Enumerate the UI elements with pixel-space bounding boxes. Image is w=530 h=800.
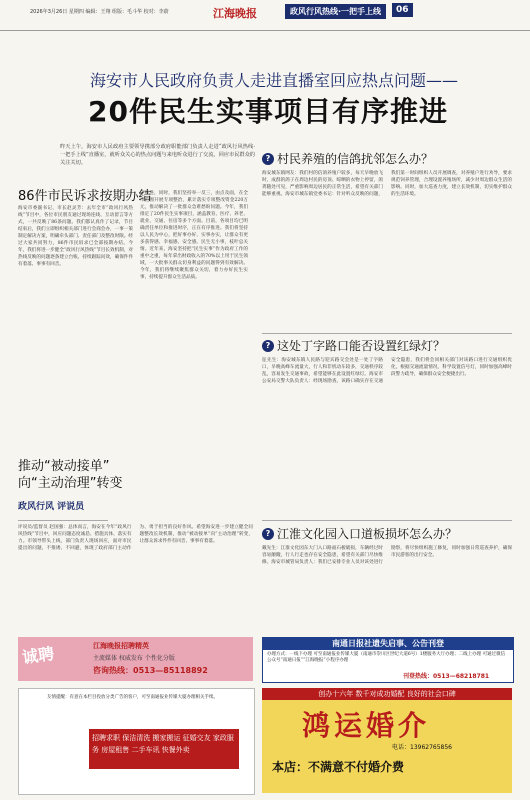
question-2-heading bbox=[262, 337, 445, 354]
left-body: 海安市委副书记、市长赵灵芳：去年全市“政风行风热线”节目中，各位市民朋友通过现场连线、互动留言等方式，一共反映了86条问题。我们都认真作了记录，节目结束后，我们立即组织相关部门进行会商会办，一事一策制定解决方案，明确牵头部门、责任部门及整改时限。经过大家共同努力，86件市民诉求已全部按期办结。今年，我们将进一步健全“政风行风热线”节目长效机制，对热线反映的问题逐条建立台账，持续跟踪问效，确保件件有着落、事事有回音。 bbox=[18, 206, 133, 267]
question-icon: ? bbox=[262, 153, 274, 165]
article-lead: 昨天上午，海安市人民政府主要领导携部分政府职能部门负责人走进“政风行风热线·一把手上线”直播室，就听众关心的热点问题与来电听众进行了交流，回应市民群众的关注关切。 bbox=[60, 144, 255, 166]
ad-notice bbox=[262, 637, 514, 683]
ad-matchmaking-title: 鸿运婚介 bbox=[302, 709, 431, 742]
question-icon: ? bbox=[262, 528, 274, 540]
commentary-body: 评说员/监督员 赵国强：总体而言，海安在今年“政风行风热线”节目中，回应问题态度诚恳、措施具体、落实有力。市领导带头上线，部门负责人现场回应，面对市民提出的问题，不推诿、不回避，体现了政府部门主动作为、勇于担当的良好作风。希望海安进一步建立健全问题整改长效机制，推动“被动接单”向“主动治理”转变，让群众诉求件件有回音、事事有着落。 bbox=[18, 525, 253, 551]
ad-notice-title: 南通日报社遗失启事、公告刊登 bbox=[263, 638, 513, 650]
subhead-2-line1: 推动“被动接单” bbox=[18, 459, 110, 474]
question-3-heading bbox=[262, 525, 457, 542]
question-3-body: 戴先生：江淮文化园东大门入口路面石板破损，车辆经过时容易颠簸，行人行走也存在安全隐患，希望有关部门尽快维修。海安市城管局负责人：我们已安排专业人员对该处进行勘察，将尽快组织施工修复，同时加强日常巡查养护，确保市民游客的出行安全。 bbox=[262, 546, 512, 565]
newspaper-logo: 江海晚报 bbox=[213, 7, 257, 20]
divider bbox=[262, 333, 512, 334]
page-header bbox=[0, 0, 530, 31]
ad-matchmaking-slogan: 创办十六年 数千对成功婚配 良好的社会口碑 bbox=[262, 688, 512, 700]
ad-recruit-logo: 诚聘 bbox=[20, 643, 56, 668]
divider bbox=[262, 520, 512, 521]
article-kicker: 海安市人民政府负责人走进直播室回应热点问题—— bbox=[90, 71, 459, 90]
article-title: 20件民生实事项目有序推进 bbox=[88, 95, 448, 128]
question-icon: ? bbox=[262, 340, 274, 352]
ad-notice-phone: 刊登热线：0513—68218781 bbox=[403, 673, 490, 680]
ad-classified-text: 友情提醒：有意在本栏目投放分类广告的客户，可至南通报业传媒大厦办理相关手续。 bbox=[47, 695, 218, 700]
section-title: 政风行风热线·一把手上线 bbox=[285, 4, 386, 19]
ad-matchmaking bbox=[262, 688, 512, 793]
ad-matchmaking-foot: 本店：不满意不付婚介费 bbox=[272, 760, 405, 774]
question-3-title: 江淮文化园入口道板损坏怎么办？ bbox=[277, 527, 458, 541]
ad-matchmaking-tel: 电话：13962765856 bbox=[392, 744, 452, 751]
subhead-2-line2: 向“主动治理”转变 bbox=[18, 476, 123, 491]
ad-recruit bbox=[18, 637, 253, 681]
ad-recruit-phone: 咨询热线：0513—85118892 bbox=[93, 666, 208, 675]
left-subhead: 86件市民诉求按期办结 bbox=[18, 189, 152, 204]
ad-recruit-brand: 江海晚报招聘精英 bbox=[93, 642, 149, 650]
question-2-body: 征先生：海安城东镇人民路与迎宾路交会处是一处丁字路口，早晚高峰车流量大，行人和非机动车较多，交通秩序较乱，容易发生交通事故，希望能够在此设置红绿灯。海安市公安局交警大队负责人：经现场勘查，该路口确实存在交通安全隐患，我们将会同相关部门对该路口进行交通组织优化，根据交通流量情况，科学设置信号灯，同时加强高峰时段警力疏导，确保群众安全便捷出行。 bbox=[262, 358, 512, 384]
page-number: 06 bbox=[392, 3, 413, 17]
ad-recruit-title: 主流媒体 权威发布 个性化分版 bbox=[93, 655, 175, 662]
date-line: 2026年3月26日 星期四 编辑：王翔 组版：毛斗华 校对：李蔚 bbox=[30, 9, 169, 15]
commentary-badge bbox=[18, 494, 108, 521]
ad-notice-text: 办理方式：一线下办理 可至南通报业传媒大厦（南通市崇川区世纪大道6号）1楼服务大厅办理；二线上办理 可通过微信公众号“南通日报”“江海晚报”小程序办理 bbox=[267, 652, 506, 664]
question-2-title: 这处丁字路口能否设置红绿灯？ bbox=[277, 339, 446, 353]
commentary-label: 政风行风 评说员 bbox=[18, 502, 85, 512]
question-1-title: 村民养殖的信鸽扰邻怎么办？ bbox=[277, 152, 434, 166]
ad-classified-items: 招聘求职 保洁清洗 搬家搬运 征婚交友 家政服务 房屋租售 二手车讯 快餐外卖 bbox=[89, 729, 239, 769]
question-1-body: 海安城东镇网友：我们村的信鸽养殖户较多，每天早晚放飞时，成群的鸽子在周边村民的房顶、晾晒的衣物上停留，鸽粪随处可见，严重影响周边居民的正常生活，希望有关部门能够重视。海安市城东镇党委书记：针对听众反映的问题，我们第一时间组织人员开展调查，对养殖户进行劝导，要求规范饲养管理，合理设置养殖场所，减少对周边群众生活的影响。同时，加大巡查力度，建立长效机制，切实维护群众的生活环境。 bbox=[262, 171, 512, 197]
question-1-heading bbox=[262, 150, 433, 167]
mid-body: 序推进，同时，我们坚持举一反三，由点及面，在全市范围开展专项整治，累计落实专项整改资金220万元，推动解决了一批群众急难愁盼问题。今年，我们排定了20件民生实事项目，涵盖教育、医疗、养老、就业、交通、住房等多个方面。目前，各项目均已明确责任单位和推进时序，正在有序推进。我们将坚持以人民为中心，把好事办好、实事办实，让群众有更多获得感、幸福感、安全感。民生无小事，枝叶总关情。近年来，海安坚持把“民生实事”作为政府工作的重中之重，每年拿出财政收入的70%以上用于民生领域，一大批事关群众切身利益的问题得到有效解决。今年，我们将继续聚焦群众关切，着力办好民生实事，持续提升群众生活品质。 bbox=[140, 191, 248, 280]
ad-classified bbox=[18, 688, 255, 795]
